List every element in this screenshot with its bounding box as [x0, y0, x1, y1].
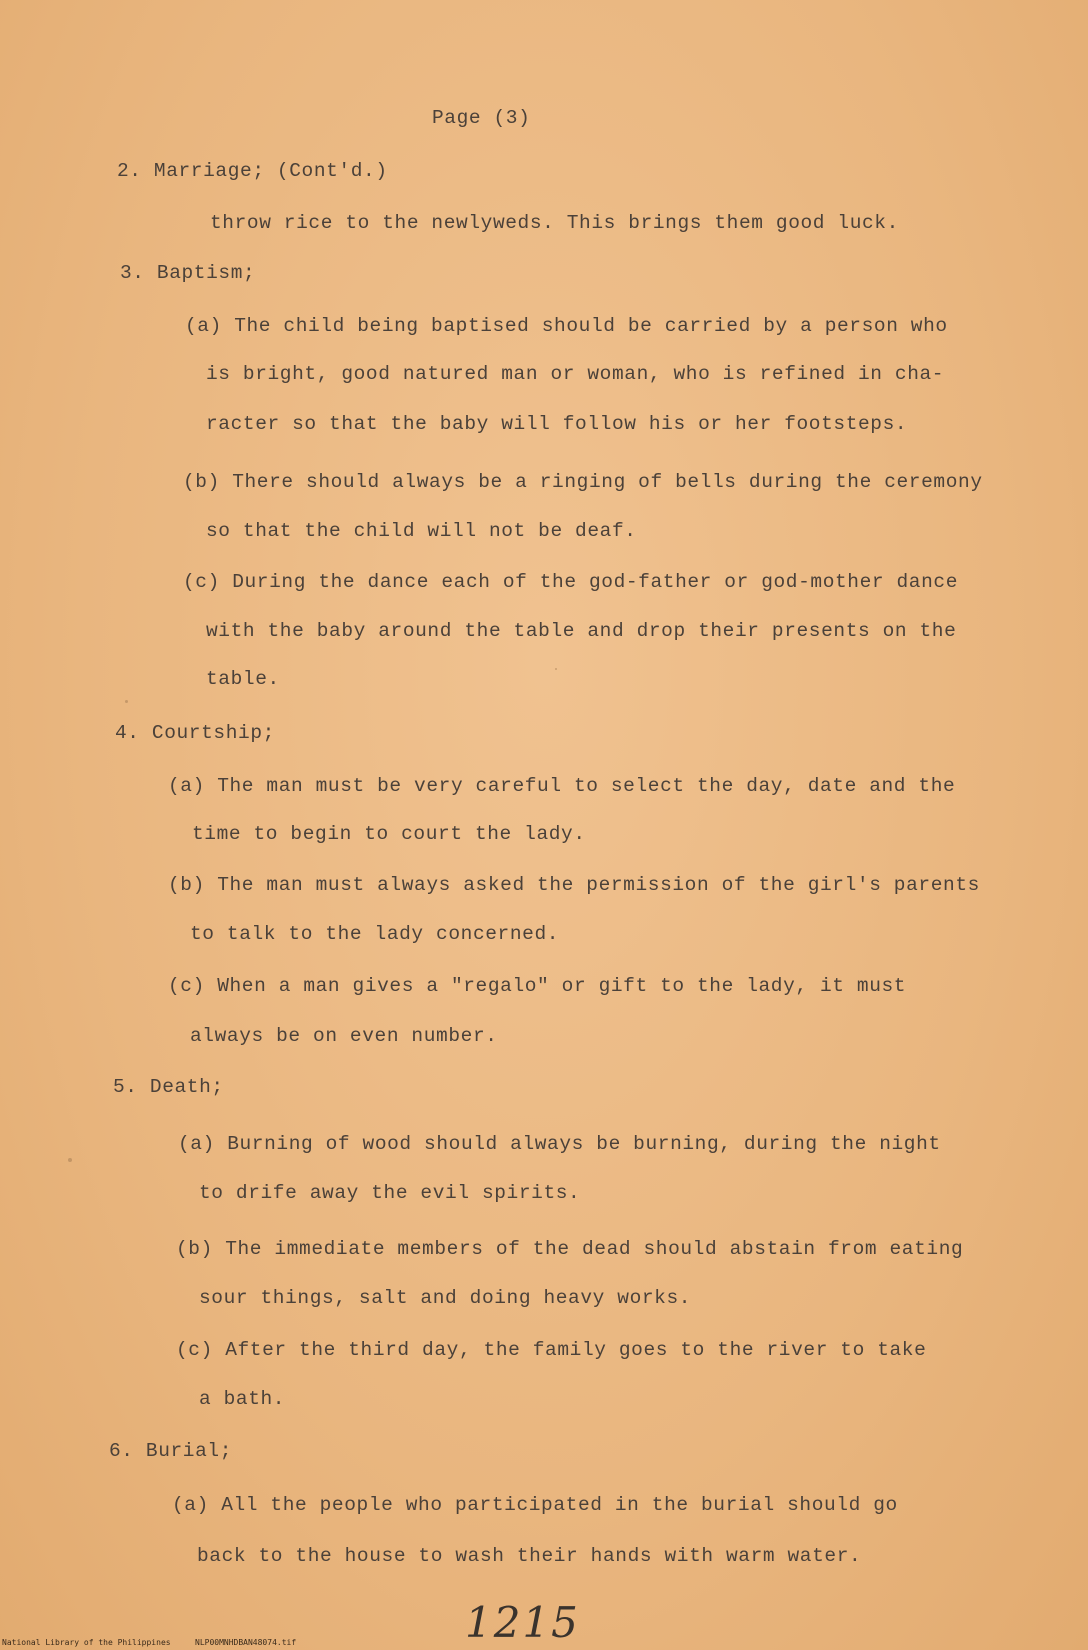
baptism-b-line2: so that the child will not be deaf.	[206, 520, 637, 542]
baptism-c-line1: (c) During the dance each of the god-father or god-mother dance	[183, 571, 959, 593]
death-c-line1: (c) After the third day, the family goes to the river to take	[176, 1339, 927, 1361]
courtship-a-line1: (a) The man must be very careful to select the day, date and the	[168, 775, 956, 797]
paper-speck	[68, 1158, 72, 1162]
paper-speck	[125, 700, 128, 703]
burial-a-line2: back to the house to wash their hands with warm water.	[197, 1545, 862, 1567]
baptism-a-line1: (a) The child being baptised should be carried by a person who	[185, 315, 948, 337]
section-heading-burial: 6. Burial;	[109, 1440, 233, 1462]
section-heading-courtship: 4. Courtship;	[115, 722, 275, 744]
courtship-c-line2: always be on even number.	[190, 1025, 498, 1047]
baptism-c-line2: with the baby around the table and drop their presents on the	[206, 620, 957, 642]
page-header: Page (3)	[432, 107, 531, 129]
baptism-a-line2: is bright, good natured man or woman, who is refined in cha-	[206, 363, 945, 385]
courtship-a-line2: time to begin to court the lady.	[192, 823, 586, 845]
footer-filename: NLP00MNHDBAN48074.tif	[195, 1638, 297, 1647]
paper-speck	[555, 668, 557, 670]
section-heading-marriage: 2. Marriage; (Cont'd.)	[117, 160, 388, 182]
burial-a-line1: (a) All the people who participated in the burial should go	[172, 1494, 898, 1516]
section-heading-baptism: 3. Baptism;	[120, 262, 256, 284]
baptism-c-line3: table.	[206, 668, 280, 690]
section-heading-death: 5. Death;	[113, 1076, 224, 1098]
marriage-continuation: throw rice to the newlyweds. This brings them good luck.	[210, 212, 899, 234]
death-a-line1: (a) Burning of wood should always be burning, during the night	[178, 1133, 941, 1155]
death-b-line1: (b) The immediate members of the dead should abstain from eating	[176, 1238, 964, 1260]
courtship-b-line2: to talk to the lady concerned.	[190, 923, 560, 945]
handwritten-page-number: 1215	[465, 1598, 580, 1647]
courtship-b-line1: (b) The man must always asked the permission of the girl's parents	[168, 874, 980, 896]
death-a-line2: to drife away the evil spirits.	[199, 1182, 581, 1204]
footer-source: National Library of the Philippines	[2, 1638, 171, 1647]
death-c-line2: a bath.	[199, 1388, 286, 1410]
death-b-line2: sour things, salt and doing heavy works.	[199, 1287, 692, 1309]
baptism-b-line1: (b) There should always be a ringing of bells during the ceremony	[183, 471, 983, 493]
courtship-c-line1: (c) When a man gives a "regalo" or gift to the lady, it must	[168, 975, 907, 997]
baptism-a-line3: racter so that the baby will follow his or her footsteps.	[206, 413, 908, 435]
